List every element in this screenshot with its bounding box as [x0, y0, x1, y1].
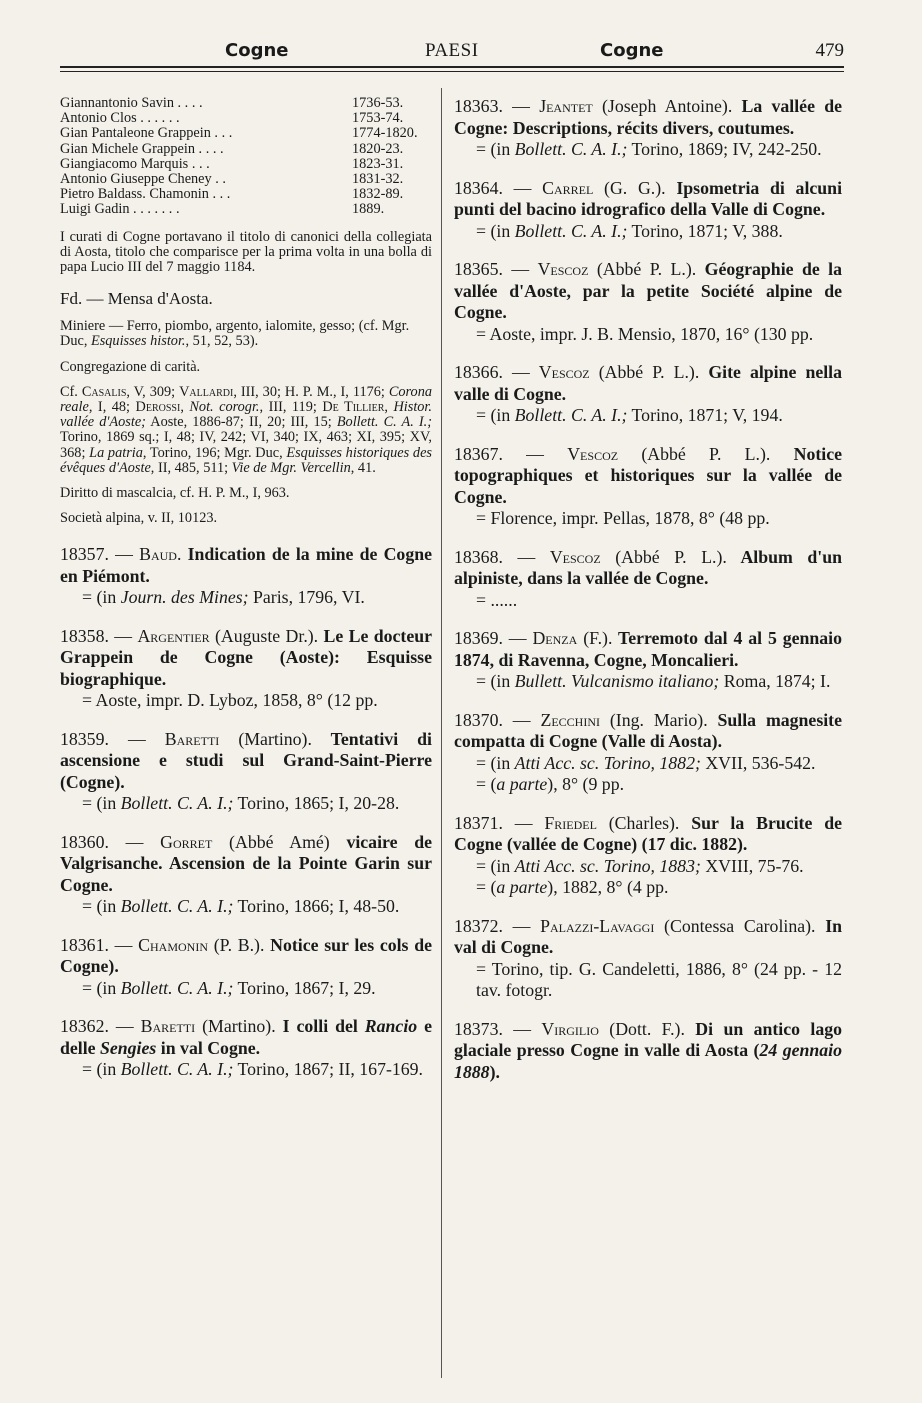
entry-number: 18361.: [60, 934, 109, 955]
entry-title: Album d'un alpiniste, dans la vallée de Cogne.: [454, 546, 843, 588]
entry-author-detail: (Abbé P. L.).: [589, 362, 700, 382]
entry-publication: [454, 959, 842, 1002]
entry-author: Vescoz: [538, 362, 590, 382]
pub-part: = Torino, tip. G. Candeletti, 1886, 8° (24 pp. - 12 tav. fotogr.: [476, 958, 842, 1000]
entry-title: Le Le docteur Grappein de Cogne (Aoste): Esquisse biographique.: [60, 625, 433, 689]
entry-publication: [60, 896, 432, 918]
entry-author-detail: .: [176, 544, 182, 565]
page-header: [60, 40, 844, 64]
entry-number: 18371.: [454, 812, 503, 833]
pub-part: a parte: [496, 774, 548, 794]
bib-entry: [454, 813, 842, 899]
entry-author: Friedel: [544, 812, 597, 833]
list-item: Giannantonio Savin . . . . 1736-53.: [60, 95, 404, 111]
list-item: Luigi Gadin . . . . . . . 1889.: [60, 201, 385, 218]
entry-author: Jeantet: [539, 96, 593, 116]
bibliography-left: [60, 544, 432, 1081]
bib-entry: [454, 628, 842, 693]
entry-author: Chamonin: [138, 934, 208, 955]
entry-dash: —: [108, 544, 140, 565]
running-head-left: Cogne: [225, 40, 289, 61]
entry-number: 18366.: [454, 362, 503, 382]
bibliography-right: [454, 96, 842, 1083]
entry-author-detail: (Abbé P. L.).: [600, 546, 727, 567]
pub-part: = Florence, impr. Pellas, 1878, 8° (48 pp.: [476, 508, 770, 528]
bib-entry: [454, 444, 842, 530]
entry-publication: [454, 221, 842, 243]
entry-author: Zecchini: [540, 709, 600, 730]
entry-author: Carrel: [542, 177, 594, 198]
pub-part: = (in: [82, 1059, 121, 1080]
miniere-paragraph: Miniere — Ferro, piombo, argento, ialomite, gesso; (cf. Mgr. Duc, Esquisses histor., 51, 52, 53).: [60, 318, 410, 350]
entry-dash: —: [502, 443, 568, 464]
pub-part: = (in: [476, 220, 515, 241]
running-head-center: PAESI: [425, 40, 479, 61]
entry-dash: —: [108, 831, 161, 852]
entry-publication-offprint: [454, 877, 842, 899]
entry-author-detail: (Martino).: [195, 1016, 276, 1037]
entry-number: 18360.: [60, 831, 109, 852]
entry-publication: [454, 324, 842, 346]
entry-publication-offprint: [454, 774, 842, 796]
entry-author-detail: (Auguste Dr.).: [209, 625, 319, 646]
list-item: Antonio Clos . . . . . . 1753-74.: [60, 110, 404, 127]
canons-note: I curati di Cogne portavano il titolo di canonici della collegiata di Aosta, titolo che comparisce per la prima volta in una bolla di papa Lucio III del 7 maggio 1184.: [60, 228, 432, 276]
entry-title-part: 24 gennaio 1888: [454, 1040, 842, 1082]
entry-author-detail: (F.).: [577, 628, 613, 648]
entry-author: Baretti: [140, 1016, 196, 1037]
pub-part: Bollett. C. A. I.;: [120, 896, 234, 917]
entry-dash: —: [502, 628, 533, 648]
pub-part: Bollett. C. A. I.;: [120, 977, 234, 998]
entry-author: Denza: [532, 628, 578, 648]
pub-part: = (: [476, 774, 497, 794]
entry-title: Terremoto dal 4 al 5 gennaio 1874, di Ravenna, Cogne, Moncalieri.: [454, 628, 842, 670]
pub-part: = (in: [476, 139, 515, 159]
entry-number: 18363.: [454, 96, 503, 116]
entry-number: 18358.: [60, 625, 109, 646]
entry-dash: —: [502, 1018, 542, 1039]
pub-part: ), 1882, 8° (4 pp.: [547, 877, 669, 897]
entry-number: 18365.: [454, 259, 503, 279]
entry-publication: [454, 590, 842, 612]
bib-entry: [60, 832, 432, 918]
pub-part: Bollett. C. A. I.;: [514, 220, 628, 241]
pub-part: Atti Acc. sc. Torino, 1883;: [514, 855, 701, 876]
entry-number: 18370.: [454, 709, 503, 730]
bib-entry: [454, 178, 842, 243]
pub-part: XVIII, 75-76.: [700, 855, 804, 876]
entry-author-detail: (P. B.).: [208, 934, 265, 955]
entry-number: 18367.: [454, 443, 503, 464]
pub-part: = (in: [82, 793, 121, 814]
pub-part: Torino, 1865; I, 20-28.: [233, 793, 400, 814]
entry-publication: [454, 753, 842, 775]
fd-line: Fd. — Mensa d'Aosta.: [60, 289, 213, 309]
entry-title: Sulla magnesite compatta di Cogne (Valle di Aosta).: [454, 709, 842, 751]
header-rule-thick: [60, 66, 844, 68]
entry-dash: —: [502, 259, 538, 279]
entry-dash: —: [502, 546, 550, 567]
entry-title: In val di Cogne.: [454, 915, 842, 957]
entry-title-part: Sengies: [100, 1037, 157, 1058]
entry-author: Vescoz: [537, 259, 589, 279]
list-item: Gian Michele Grappein . . . . 1820-23.: [60, 140, 404, 157]
entry-author-detail: (Joseph Antoine).: [592, 96, 733, 116]
entry-title: Géographie de la vallée d'Aoste, par la petite Société alpine de Cogne.: [454, 259, 843, 322]
entry-title-part: ).: [489, 1061, 500, 1082]
entry-title: Indication de la mine de Cogne en Piémont.: [60, 544, 432, 586]
pub-part: Torino, 1869; IV, 242-250.: [627, 139, 822, 159]
bib-entry: [454, 547, 842, 612]
pub-part: XVII, 536-542.: [700, 752, 816, 773]
pub-part: Bullett. Vulcanismo italiano;: [514, 671, 720, 691]
entry-dash: —: [108, 1016, 141, 1037]
entry-publication: [454, 508, 842, 530]
pub-part: Torino, 1871; V, 194.: [627, 405, 783, 425]
pub-part: a parte: [496, 877, 548, 897]
list-item: Pietro Baldass. Chamonin . . . 1832-89.: [60, 186, 404, 203]
entry-title-part: Di un antico lago glaciale presso Cogne in valle di Aosta (: [454, 1018, 842, 1060]
entry-title-part: in val Cogne.: [156, 1037, 261, 1058]
entry-dash: —: [502, 812, 545, 833]
pub-part: Torino, 1866; I, 48-50.: [233, 896, 400, 917]
entry-title: La vallée de Cogne: Descriptions, récits divers, coutumes.: [454, 96, 842, 138]
entry-title: Sur la Brucite de Cogne (vallée de Cogne) (17 dic. 1882).: [454, 812, 842, 854]
bib-entry: [60, 935, 432, 1000]
entry-dash: —: [502, 177, 543, 198]
pub-part: = (in: [82, 977, 121, 998]
entry-publication: [60, 1059, 432, 1081]
entry-title: vicaire de Valgrisanche. Ascension de la Pointe Garin sur Cogne.: [60, 831, 432, 895]
bib-entry: [454, 1019, 842, 1084]
pub-part: Bollett. C. A. I.;: [120, 793, 234, 814]
pub-part: Bollett. C. A. I.;: [120, 1059, 234, 1080]
entry-number: 18368.: [454, 546, 503, 567]
entry-publication: [454, 856, 842, 878]
entry-dash: —: [502, 96, 540, 116]
entry-title: Ipsometria di alcuni punti del bacino idrografico della Valle di Cogne.: [454, 177, 843, 219]
running-head-right: Cogne: [600, 40, 664, 61]
bib-entry: [60, 626, 432, 712]
entry-author-detail: (Contessa Carolina).: [654, 915, 816, 936]
entry-author-detail: (Abbé P. L.).: [588, 259, 697, 279]
entry-author: Vescoz: [567, 443, 619, 464]
entry-title: Notice topographiques et historiques sur la vallée de Cogne.: [454, 443, 843, 507]
entry-author: Baretti: [164, 728, 220, 749]
entry-author-detail: (G. G.).: [593, 177, 666, 198]
pub-part: = Aoste, impr. D. Lyboz, 1858, 8° (12 pp.: [82, 690, 378, 711]
pub-part: = Aoste, impr. J. B. Mensio, 1870, 16° (130 pp.: [476, 323, 814, 344]
pub-part: Bollett. C. A. I.;: [514, 405, 628, 425]
pub-part: = (in: [476, 405, 515, 425]
entry-number: 18372.: [454, 915, 503, 936]
entry-title: Tentativi di ascensione e studi sul Grand-Saint-Pierre (Cogne).: [60, 728, 432, 792]
list-item: Giangiacomo Marquis . . . 1823-31.: [60, 155, 404, 172]
entry-dash: —: [108, 934, 139, 955]
bib-entry: [454, 96, 842, 161]
pub-part: = (in: [82, 587, 121, 608]
entry-publication: [454, 405, 842, 427]
entry-author: Palazzi-Lavaggi: [540, 915, 655, 936]
bib-entry: [60, 729, 432, 815]
bib-entry: [454, 259, 842, 345]
entry-title-part: I colli del: [275, 1016, 365, 1037]
bib-entry: [454, 710, 842, 796]
entry-dash: —: [502, 709, 541, 730]
bib-entry: [60, 1016, 432, 1081]
entry-author-detail: (Abbé Amé): [212, 831, 330, 852]
list-item: Antonio Giuseppe Cheney . . 1831-32.: [60, 171, 404, 188]
pub-part: Bollett. C. A. I.;: [514, 139, 628, 159]
pub-part: ), 8° (9 pp.: [547, 774, 625, 794]
right-column: [454, 96, 842, 1083]
header-rule-thin: [60, 71, 844, 72]
pub-part: Roma, 1874; I.: [719, 671, 831, 691]
entry-title: Notice sur les cols de Cogne).: [60, 934, 432, 977]
column-divider: [441, 88, 442, 1378]
entry-author-detail: (Charles).: [596, 812, 680, 833]
diritto-line: Diritto di mascalcia, cf. H. P. M., I, 963.: [60, 485, 290, 502]
entry-number: 18362.: [60, 1016, 109, 1037]
entry-author: Virgilio: [541, 1018, 599, 1039]
bib-entry: [454, 362, 842, 427]
pub-part: = (in: [82, 896, 121, 917]
entry-number: 18373.: [454, 1018, 503, 1039]
entry-number: 18359.: [60, 728, 109, 749]
entry-dash: —: [502, 915, 541, 936]
entry-publication: [60, 587, 432, 609]
pub-part: Paris, 1796, VI.: [248, 587, 365, 608]
pub-part: Journ. des Mines;: [120, 587, 249, 608]
entry-number: 18369.: [454, 628, 503, 648]
cf-references: Cf. Casalis, V, 309; Vallardi, III, 30; H. P. M., I, 1176; Corona reale, I, 48; Derossi, Not. corogr., III, 119; De Tillier, Histor. vallée d'Aoste; Aoste, 1886-87; II, 20; III, 15; Bollett. C. A. I.; Torino, 1869 sq.; I, 48; IV, 242; VI, 340; IX, 463; XI, 395; XV, 368; La patria, Torino, 196; Mgr. Duc, Esquisses historiques des évêques d'Aoste, II, 485, 511; Vie de Mgr. Vercellin, 41.: [60, 383, 433, 476]
entry-publication: [60, 793, 432, 815]
pub-part: = (: [476, 877, 497, 897]
entry-publication: [454, 139, 842, 161]
pub-part: Atti Acc. sc. Torino, 1882;: [514, 752, 701, 773]
societa-line: Società alpina, v. II, 10123.: [60, 510, 218, 527]
pub-part: = ......: [476, 589, 518, 610]
entry-title: Gite alpine nella valle di Cogne.: [454, 362, 843, 404]
entry-author: Argentier: [137, 625, 210, 646]
entry-title-part: Rancio: [364, 1016, 418, 1037]
pub-part: = (in: [476, 671, 515, 691]
entry-title-part: e delle: [60, 1016, 433, 1058]
entry-author-detail: (Martino).: [219, 728, 312, 749]
entry-dash: —: [108, 728, 165, 749]
congregazione-line: Congregazione di carità.: [60, 358, 201, 375]
left-column: [60, 96, 432, 1081]
bib-entry: [454, 916, 842, 1002]
pub-part: Torino, 1867; I, 29.: [233, 977, 376, 998]
entry-author: Baud: [139, 544, 177, 565]
entry-dash: —: [108, 625, 138, 646]
pub-part: Torino, 1871; V, 388.: [627, 220, 783, 241]
list-item: Gian Pantaleone Grappein . . . 1774-1820.: [60, 125, 418, 142]
pub-part: = (in: [476, 752, 515, 773]
entry-number: 18364.: [454, 177, 503, 198]
pub-part: = (in: [476, 855, 515, 876]
bib-entry: [60, 544, 432, 609]
entry-number: 18357.: [60, 544, 109, 565]
parish-priests-list: [60, 96, 432, 218]
page-number: 479: [815, 40, 844, 61]
entry-publication: [60, 690, 432, 712]
entry-author: Gorret: [160, 831, 213, 852]
entry-publication: [60, 978, 432, 1000]
entry-author-detail: (Ing. Mario).: [599, 709, 708, 730]
entry-author-detail: (Dott. F.).: [598, 1018, 685, 1039]
entry-publication: [454, 671, 842, 693]
entry-author-detail: (Abbé P. L.).: [618, 443, 771, 464]
pub-part: Torino, 1867; II, 167-169.: [233, 1059, 423, 1080]
entry-dash: —: [502, 362, 539, 382]
entry-author: Vescoz: [549, 546, 601, 567]
